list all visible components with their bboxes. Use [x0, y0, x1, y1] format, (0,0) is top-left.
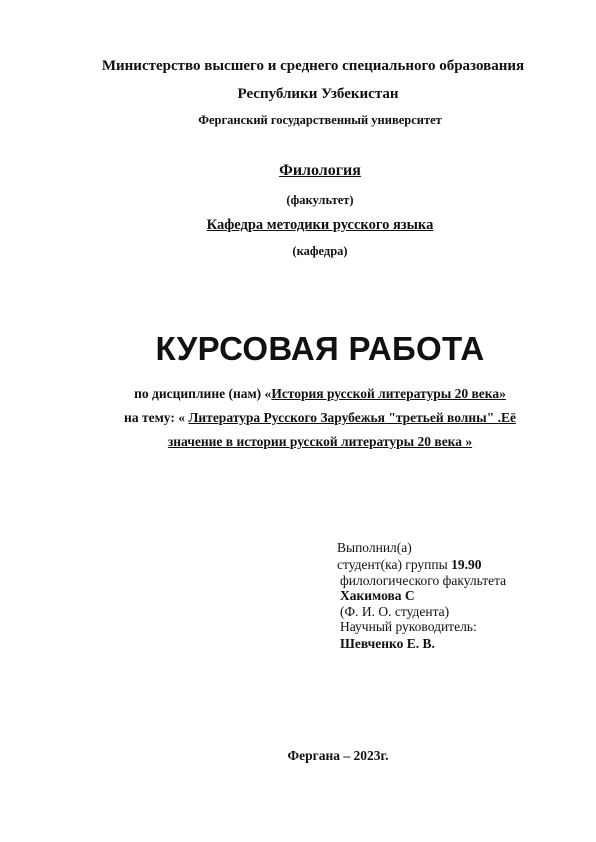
supervisor-name: Шевченко Е. В.	[340, 636, 435, 651]
topic-prefix: на тему: «	[124, 410, 189, 425]
topic-line-1	[22, 410, 596, 426]
group-line	[337, 556, 481, 574]
faculty-note: (факультет)	[286, 193, 354, 207]
document-title: КУРСОВАЯ РАБОТА	[155, 330, 485, 367]
topic-text-1: Литература Русского Зарубежья "третьей волны" .Её	[188, 410, 516, 425]
faculty-name: Филология	[279, 162, 361, 179]
performed-label: Выполнил(а)	[337, 540, 412, 555]
discipline-line	[22, 386, 596, 402]
discipline-prefix: по дисциплине (нам) «	[134, 386, 272, 401]
group-label: студент(ка) группы	[337, 557, 452, 572]
supervisor-label: Научный руководитель:	[340, 619, 477, 634]
department-name: Кафедра методики русского языка	[206, 217, 434, 233]
group-value: 19.90	[451, 557, 482, 572]
student-name: Хакимова С	[340, 588, 415, 603]
ministry-line: Министерство высшего и среднего специального образования	[101, 58, 525, 74]
topic-line-2: значение в истории русской литературы 20 века »	[167, 434, 473, 449]
republic-line: Республики Узбекистан	[237, 86, 399, 102]
university-line: Ферганский государственный университет	[198, 113, 442, 127]
discipline-name: История русской литературы 20 века»	[271, 386, 506, 401]
faculty-line: филологического факультета	[340, 573, 507, 588]
city-year: Фергана – 2023г.	[287, 748, 389, 763]
name-note: (Ф. И. О. студента)	[340, 604, 450, 619]
department-note: (кафедра)	[292, 244, 348, 258]
